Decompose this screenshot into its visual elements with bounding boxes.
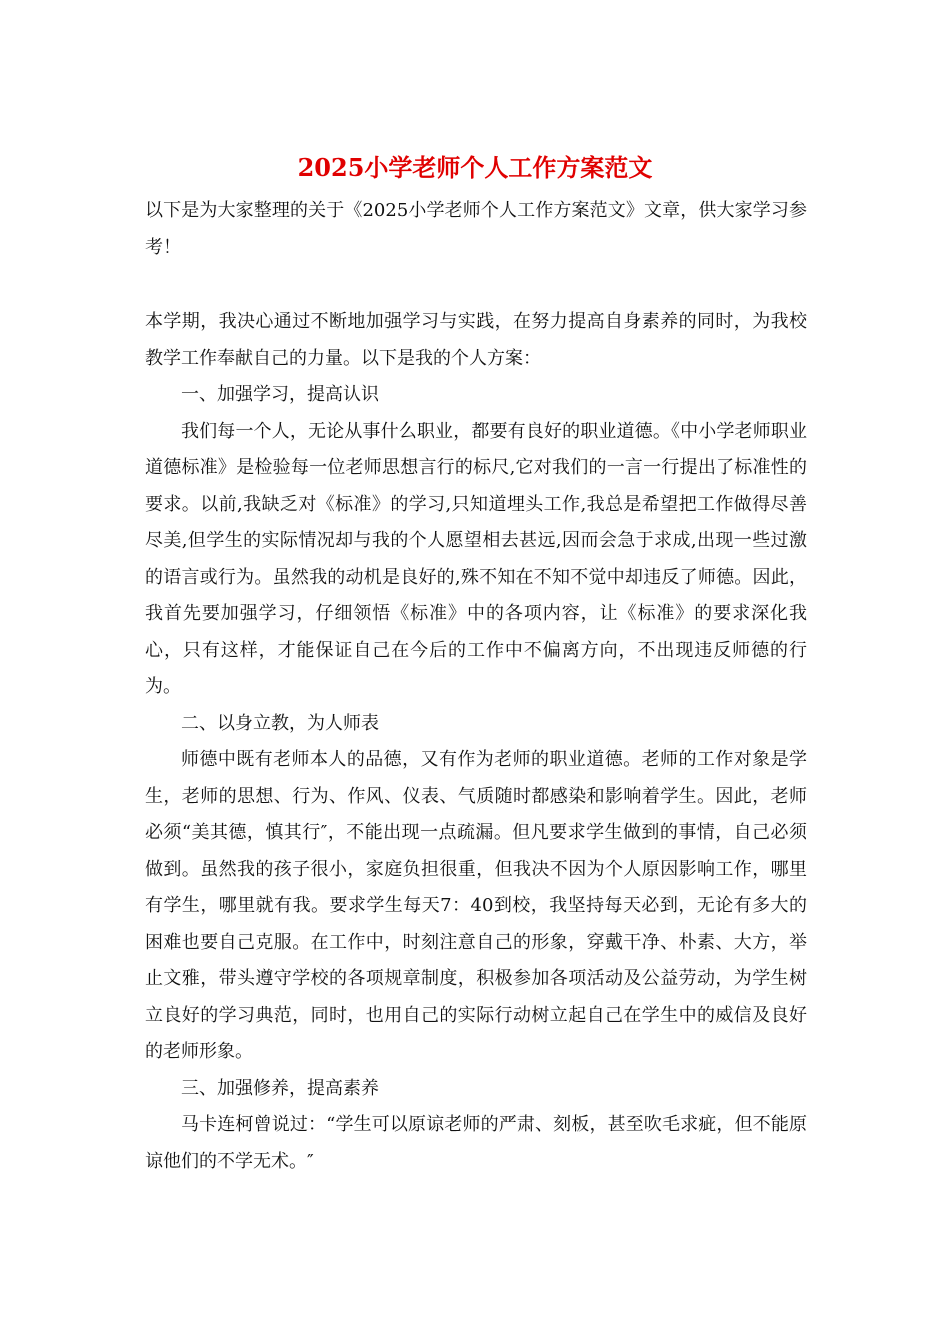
section-heading-1: 一、加强学习，提高认识 — [181, 384, 379, 405]
section-heading-2: 二、以身立教，为人师表 — [181, 712, 379, 734]
document-title: 2025小学老师个人工作方案范文 — [297, 153, 653, 182]
paragraph-gap — [145, 266, 807, 304]
section-body-1: 我们每一个人，无论从事什么职业，都要有良好的职业道德。《中小学老师职业道德标准》是检验每一位老师思想言行的标尺,它对我们的一言一行提出了标准性的要求。以前,我缺乏对《标准》的学习,只知道埋头工作,我总是希望把工作做得尽善尽美,但学生的实际情况却与我的个人愿望相去甚远,因而会急于求成,出现一些过激的语言或行为。虽然我的动机是良好的,殊不知在不知不觉中却违反了师德。因此，我首先要加强学习，仔细领悟《标准》中的各项内容，让《标准》的要求深化我心，只有这样，才能保证自己在今后的工作中不偏离方向，不出现违反师德的行为。 — [145, 420, 807, 697]
section-body-3: 马卡连柯曾说过：“学生可以原谅老师的严肃、刻板，甚至吹毛求疵，但不能原谅他们的不学无术。″ — [145, 1114, 807, 1172]
section-heading-3: 三、加强修养，提高素养 — [181, 1077, 379, 1099]
document-body — [145, 193, 807, 1180]
intro-paragraph: 以下是为大家整理的关于《2025小学老师个人工作方案范文》文章，供大家学习参考！ — [145, 200, 807, 258]
opening-paragraph: 本学期，我决心通过不断地加强学习与实践，在努力提高自身素养的同时，为我校教学工作奉献自己的力量。以下是我的个人方案： — [145, 311, 807, 369]
section-body-2: 师德中既有老师本人的品德，又有作为老师的职业道德。老师的工作对象是学生，老师的思想、行为、作风、仪表、气质随时都感染和影响着学生。因此，老师必须“美其德，慎其行″，不能出现一点疏漏。但凡要求学生做到的事情，自己必须做到。虽然我的孩子很小，家庭负担很重，但我决不因为个人原因影响工作，哪里有学生，哪里就有我。要求学生每天7：40到校，我坚持每天必到，无论有多大的困难也要自己克服。在工作中，时刻注意自己的形象，穿戴干净、朴素、大方，举止文雅，带头遵守学校的各项规章制度，积极参加各项活动及公益劳动，为学生树立良好的学习典范，同时，也用自己的实际行动树立起自己在学生中的威信及良好的老师形象。 — [145, 749, 807, 1062]
